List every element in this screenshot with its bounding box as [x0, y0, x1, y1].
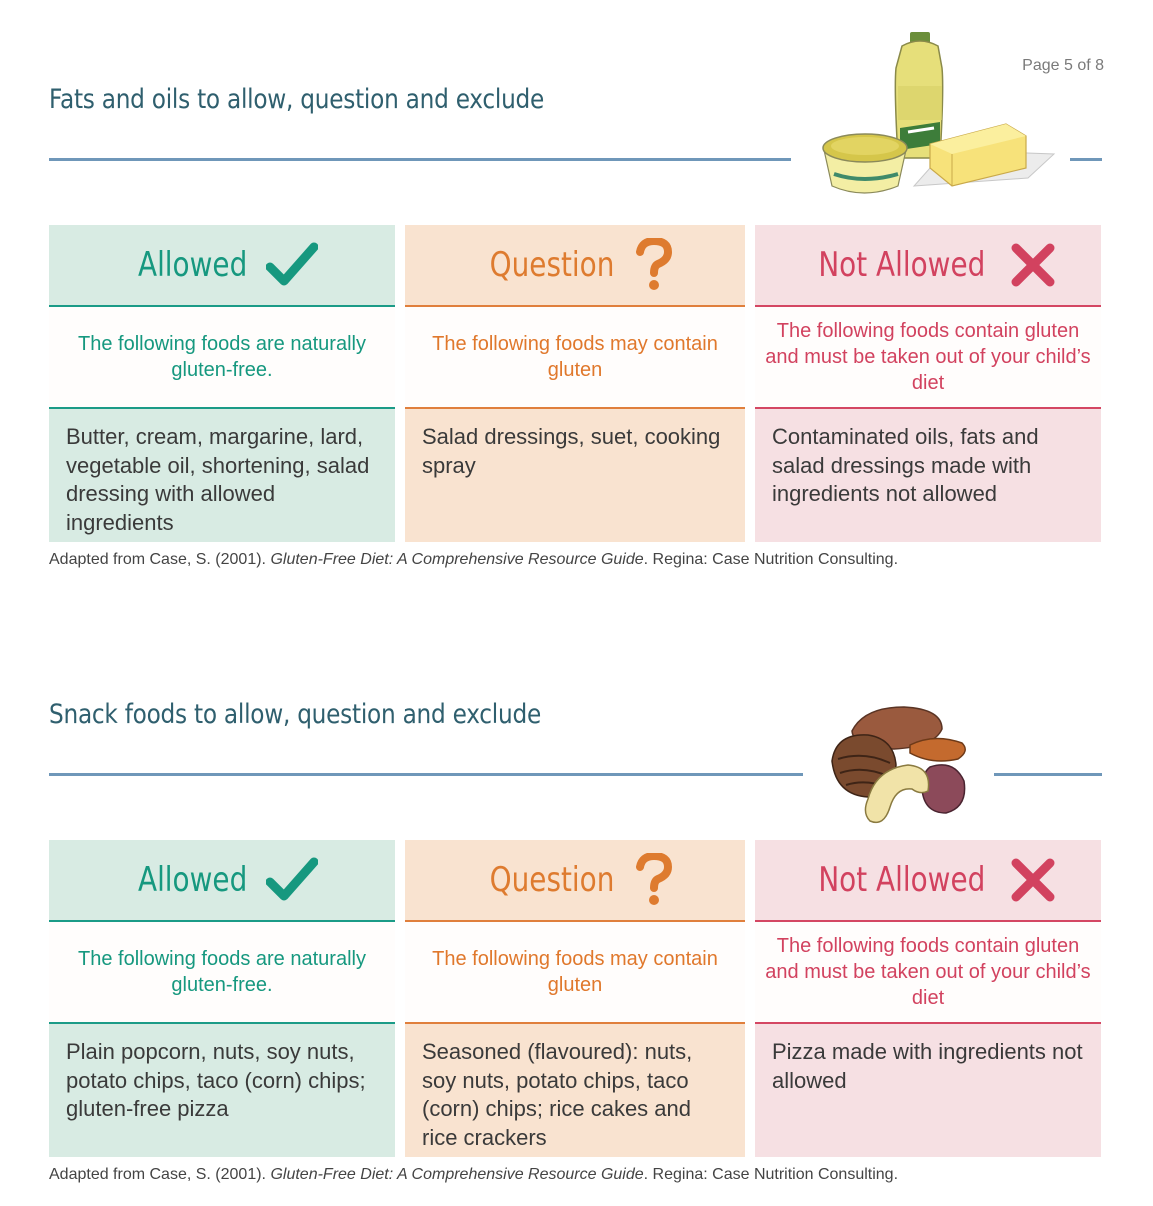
not-allowed-foods: Pizza made with ingredients not allowed [755, 1024, 1101, 1157]
question-mark-icon [634, 238, 674, 292]
question-foods: Seasoned (flavoured): nuts, soy nuts, potato chips, taco (corn) chips; rice cakes and rice crackers [405, 1024, 745, 1157]
oil-margarine-butter-illustration [818, 28, 1058, 200]
question-header [405, 840, 745, 922]
question-subtitle: The following foods may contain gluten [405, 307, 745, 409]
caption-suffix: . Regina: Case Nutrition Consulting. [643, 1166, 899, 1183]
question-foods: Salad dressings, suet, cooking spray [405, 409, 745, 542]
allowed-header [49, 225, 395, 307]
caption-suffix: . Regina: Case Nutrition Consulting. [643, 551, 899, 568]
source-caption [49, 1166, 898, 1184]
question-subtitle: The following foods may contain gluten [405, 922, 745, 1024]
caption-title: Gluten-Free Diet: A Comprehensive Resource Guide [270, 1166, 644, 1183]
not-allowed-subtitle: The following foods contain gluten and must be taken out of your child’s diet [755, 922, 1101, 1024]
not-allowed-header [755, 840, 1101, 922]
question-title: Question [489, 860, 615, 900]
question-column [405, 840, 745, 1157]
page-number: Page 5 of 8 [1022, 57, 1104, 74]
source-caption [49, 551, 898, 569]
question-column [405, 225, 745, 542]
check-icon [266, 241, 318, 289]
caption-prefix: Adapted from Case, S. (2001). [49, 551, 271, 568]
question-mark-icon [634, 853, 674, 907]
question-title: Question [489, 245, 615, 285]
x-mark-icon [1010, 242, 1056, 288]
not-allowed-column [755, 225, 1101, 542]
not-allowed-subtitle: The following foods contain gluten and must be taken out of your child’s diet [755, 307, 1101, 409]
not-allowed-title: Not Allowed [818, 860, 986, 900]
heading-rule-right [994, 773, 1102, 776]
caption-title: Gluten-Free Diet: A Comprehensive Resource Guide [270, 551, 644, 568]
section-heading: Fats and oils to allow, question and exclude [49, 84, 545, 115]
fats-oils-table [49, 225, 1102, 542]
allowed-subtitle: The following foods are naturally gluten-free. [49, 307, 395, 409]
mixed-nuts-illustration [824, 703, 976, 831]
snack-foods-table [49, 840, 1102, 1157]
allowed-header [49, 840, 395, 922]
allowed-column [49, 840, 395, 1157]
not-allowed-title: Not Allowed [818, 245, 986, 285]
allowed-column [49, 225, 395, 542]
x-mark-icon [1010, 857, 1056, 903]
allowed-foods: Butter, cream, margarine, lard, vegetable oil, shortening, salad dressing with allowed ingredients [49, 409, 395, 542]
check-icon [266, 856, 318, 904]
allowed-title: Allowed [138, 245, 248, 285]
allowed-subtitle: The following foods are naturally gluten-free. [49, 922, 395, 1024]
question-header [405, 225, 745, 307]
caption-prefix: Adapted from Case, S. (2001). [49, 1166, 271, 1183]
section-heading: Snack foods to allow, question and exclude [49, 699, 541, 730]
not-allowed-header [755, 225, 1101, 307]
heading-rule-left [49, 158, 791, 161]
heading-rule-left [49, 773, 803, 776]
allowed-title: Allowed [138, 860, 248, 900]
heading-rule-right [1070, 158, 1102, 161]
allowed-foods: Plain popcorn, nuts, soy nuts, potato chips, taco (corn) chips; gluten-free pizza [49, 1024, 395, 1157]
not-allowed-foods: Contaminated oils, fats and salad dressings made with ingredients not allowed [755, 409, 1101, 542]
not-allowed-column [755, 840, 1101, 1157]
